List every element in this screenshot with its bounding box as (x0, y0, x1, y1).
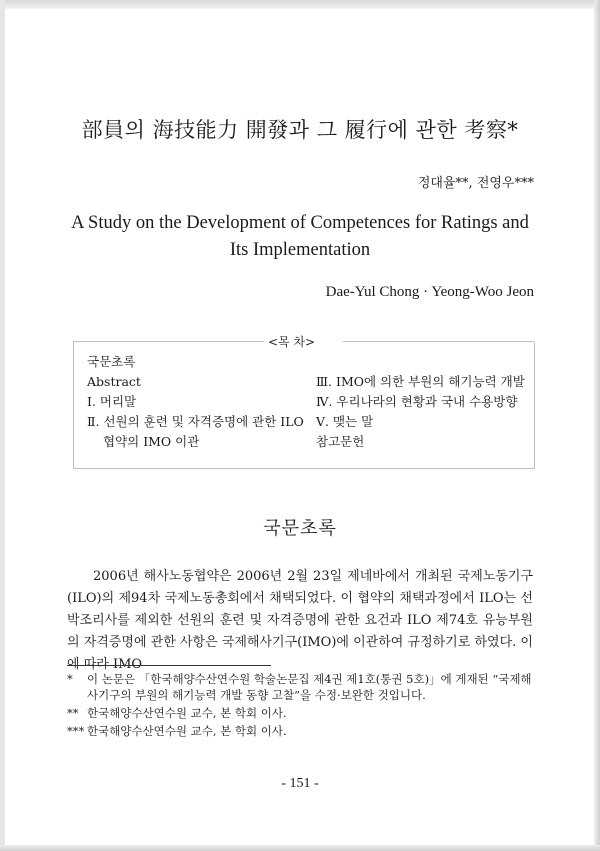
toc-item[interactable]: Ⅳ. 우리나라의 현황과 국내 수용방향 (316, 394, 518, 409)
footnote-text: 이 논문은 「한국해양수산연수원 학술논문집 제4권 제1호(통권 5호)」에 게재된 “국제해사기구의 부원의 해기능력 개발 동향 고찰”을 수정·보완한 것입니다. (87, 672, 532, 702)
toc-item[interactable]: Ⅴ. 맺는 말 (316, 414, 374, 429)
toc-item[interactable]: 국문초록 (87, 354, 136, 369)
footnote (67, 705, 537, 721)
paper-title-english: A Study on the Development of Competences for Ratings and Its Implementation (71, 213, 529, 260)
paper-title-korean: 部員의 海技能力 開發과 그 履行에 관한 考察* (81, 118, 519, 142)
toc-heading: <목 차> (268, 335, 316, 349)
toc-item[interactable]: Ⅲ. IMO에 의한 부원의 해기능력 개발 (316, 374, 525, 389)
page-frame-top (0, 0, 600, 9)
footnote-text: 한국해양수산연수원 교수, 본 학회 이사. (87, 706, 287, 720)
footnote-divider (67, 665, 271, 666)
footnotes (67, 671, 537, 741)
toc-left-column (87, 352, 304, 452)
toc-item[interactable]: 참고문헌 (316, 434, 365, 449)
footnote-mark: * (67, 672, 73, 686)
toc-item[interactable]: Ⅰ. 머리말 (87, 394, 137, 409)
page-frame-bottom (0, 845, 600, 851)
toc-right-column (316, 372, 525, 452)
footnote-mark: ** (67, 706, 79, 720)
authors-korean: 정대율**, 전영우*** (417, 176, 534, 191)
footnote-mark: *** (67, 724, 85, 738)
toc-item[interactable]: 협약의 IMO 이관 (103, 434, 200, 449)
footnote (67, 671, 537, 703)
section-heading-abstract: 국문초록 (263, 518, 337, 539)
toc-top-rule-left (73, 341, 264, 342)
footnote-text: 한국해양수산연수원 교수, 본 학회 이사. (87, 724, 287, 738)
page-number: - 151 - (281, 776, 319, 791)
abstract-paragraph: 2006년 해사노동협약은 2006년 2월 23일 제네바에서 개최된 국제노동기구(ILO)의 제94차 국제노동총회에서 채택되었다. 이 협약의 채택과정에서 ILO는 선박조리사를 제외한 선원의 훈련 및 자격증명에 관한 요건과 ILO 제74호 유능부원의 자격증명에 관한 사항은 국제해사기구(IMO)에 이관하여 규정하기로 하였다. 이에 따라 IMO (67, 569, 533, 672)
toc-top-rule-right (343, 341, 534, 342)
toc-item[interactable]: Abstract (87, 374, 141, 389)
authors-english: Dae-Yul Chong · Yeong-Woo Jeon (325, 284, 534, 300)
footnote (67, 723, 537, 739)
toc-item[interactable]: Ⅱ. 선원의 훈련 및 자격증명에 관한 ILO (87, 414, 304, 429)
